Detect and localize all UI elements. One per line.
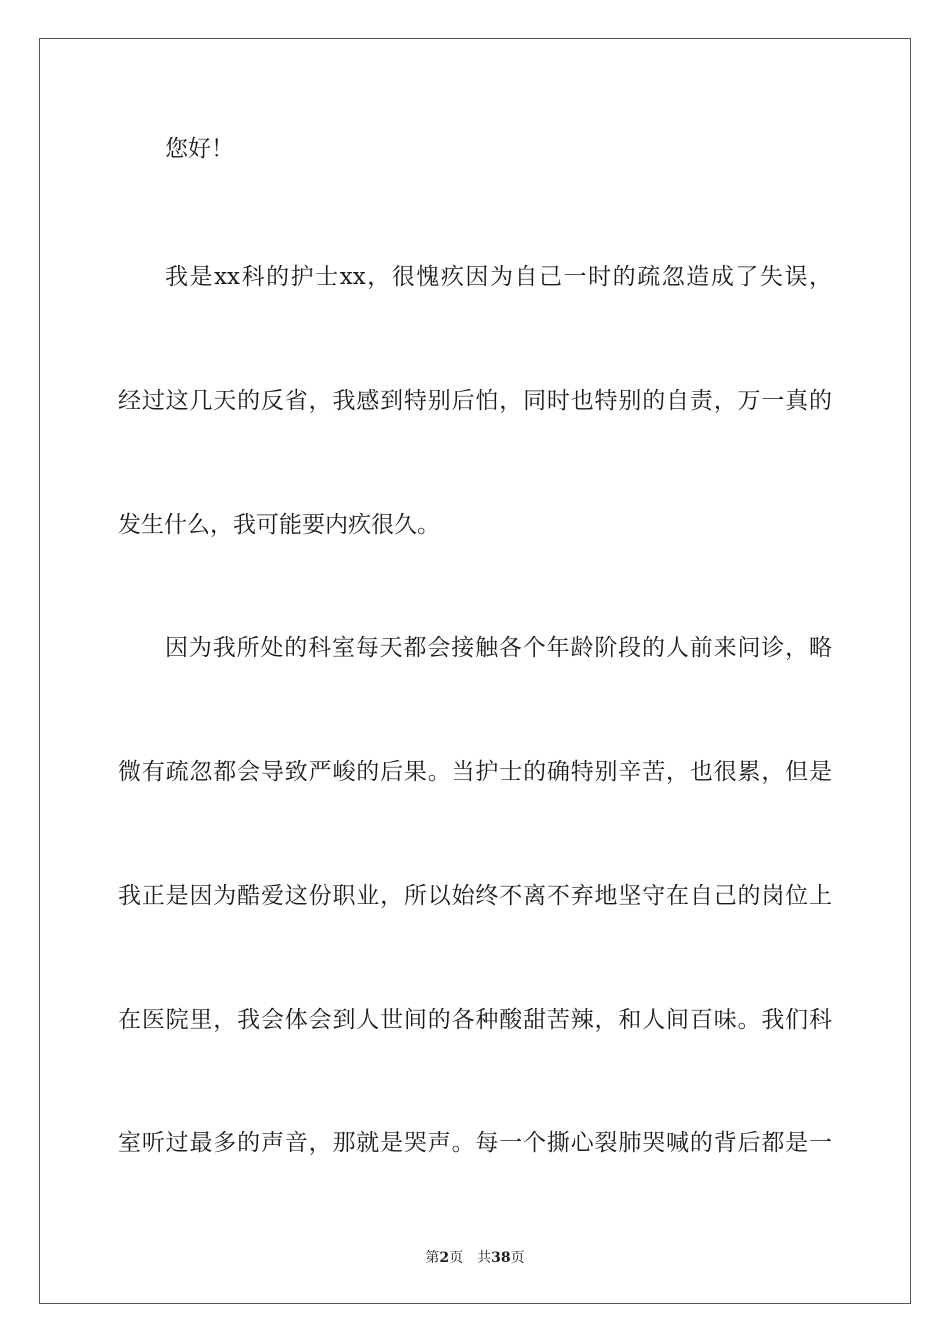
paragraph-2-line-2: 微有疏忽都会导致严峻的后果。当护士的确特别辛苦，也很累，但是: [118, 759, 832, 785]
page-footer: [0, 1248, 950, 1268]
total-prefix: 共: [477, 1250, 492, 1266]
total-pages: 38: [491, 1250, 511, 1266]
paragraph-1-line-1: 我是xx科的护士xx，很愧疚因为自己一时的疏忽造成了失误，: [165, 264, 832, 290]
paragraph-1-line-3: 发生什么，我可能要内疚很久。: [118, 512, 440, 538]
paragraph-1-line-2: 经过这几天的反省，我感到特别后怕，同时也特别的自责，万一真的: [118, 388, 832, 414]
greeting-line: 您好！: [165, 136, 234, 162]
page-number: 2: [439, 1250, 450, 1266]
paragraph-2-line-5: 室听过最多的声音，那就是哭声。每一个撕心裂肺哭喊的背后都是一: [118, 1130, 832, 1156]
paragraph-2-line-4: 在医院里，我会体会到人世间的各种酸甜苦辣，和人间百味。我们科: [118, 1007, 832, 1033]
page-border: [39, 38, 911, 1304]
page-prefix: 第: [425, 1250, 440, 1266]
paragraph-2-line-1: 因为我所处的科室每天都会接触各个年龄阶段的人前来问诊，略: [165, 635, 832, 661]
total-suffix: 页: [510, 1250, 525, 1266]
page-suffix: 页: [449, 1250, 464, 1266]
paragraph-2-line-3: 我正是因为酷爱这份职业，所以始终不离不弃地坚守在自己的岗位上: [118, 883, 832, 909]
